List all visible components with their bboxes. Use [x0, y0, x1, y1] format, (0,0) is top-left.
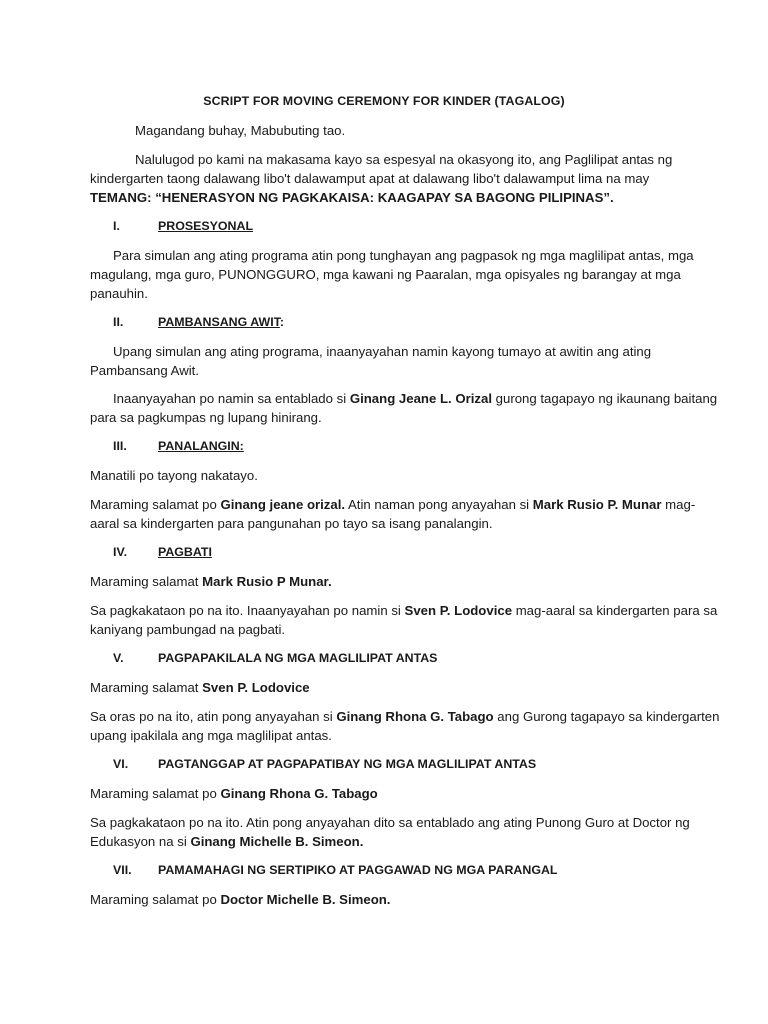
paragraph: [90, 784, 680, 803]
paragraph: panauhin.: [90, 286, 148, 301]
text: mag-aaral sa kindergarten para sa: [512, 603, 718, 618]
person-name: Ginang Rhona G. Tabago: [336, 709, 494, 724]
document-title: SCRIPT FOR MOVING CEREMONY FOR KINDER (TAGALOG): [203, 94, 565, 108]
paragraph: magulang, mga guro, PUNONGGURO, mga kawani ng Paaralan, mga opisyales ng barangay at mga: [90, 267, 681, 282]
paragraph: [90, 601, 718, 620]
paragraph: [90, 495, 696, 514]
text: Sa pagkakataon po na ito. Inaanyayahan po namin si: [90, 603, 405, 618]
person-name: Mark Rusio P. Munar: [532, 497, 662, 512]
paragraph: Upang simulan ang ating programa, inaanyayahan namin kayong tumayo at awitin ang ating: [113, 344, 652, 359]
text: gurong tagapayo ng ikaunang baitang: [492, 391, 718, 406]
section-number: VI.: [113, 757, 129, 771]
section-title: PANALANGIN:: [158, 439, 244, 453]
paragraph: [90, 572, 680, 591]
section-title: PAGPAPAKILALA NG MGA MAGLILIPAT ANTAS: [158, 651, 438, 665]
section-number: IV.: [113, 545, 128, 559]
person-name: Ginang Jeane L. Orizal: [349, 391, 492, 406]
section-heading-6: [113, 755, 536, 774]
section-title: PAMAMAHAGI NG SERTIPIKO AT PAGGAWAD NG MGA PARANGAL: [158, 863, 558, 877]
section-heading-2: [113, 313, 284, 332]
person-name: Sven P. Lodovice: [404, 603, 513, 618]
person-name: Doctor Michelle B. Simeon.: [220, 892, 391, 907]
intro-line-1: Nalulugod po kami na makasama kayo sa espesyal na okasyong ito, ang Paglilipat antas ng: [135, 152, 673, 167]
greeting: Magandang buhay, Mabubuting tao.: [135, 123, 346, 138]
text: Maraming salamat po: [90, 497, 221, 512]
text: mag-: [661, 497, 696, 512]
text: Maraming salamat po: [90, 892, 221, 907]
section-number: V.: [113, 651, 124, 665]
intro-line-2: kindergarten taong dalawang libo't dalawamput apat at dalawang libo't dalawamput lima na may: [90, 171, 650, 186]
paragraph: Para simulan ang ating programa atin pong tunghayan ang pagpasok ng mga maglilipat antas, mga: [113, 248, 694, 263]
section-number: I.: [113, 219, 120, 233]
paragraph: Manatili po tayong nakatayo.: [90, 468, 258, 483]
paragraph: [90, 707, 720, 726]
paragraph: kaniyang pambungad na pagbati.: [90, 622, 286, 637]
section-heading-7: [113, 861, 557, 880]
paragraph: Pambansang Awit.: [90, 363, 199, 378]
person-name: Ginang Rhona G. Tabago: [220, 786, 378, 801]
person-name: Mark Rusio P Munar.: [202, 574, 332, 589]
paragraph: [90, 389, 718, 408]
section-heading-1: [113, 217, 253, 236]
text: Maraming salamat: [90, 574, 203, 589]
section-number: II.: [113, 315, 124, 329]
paragraph: [90, 890, 680, 909]
theme-line: TEMANG: “HENERASYON NG PAGKAKAISA: KAAGAPAY SA BAGONG PILIPINAS”.: [90, 190, 614, 205]
section-number: III.: [113, 439, 127, 453]
paragraph: para sa pagkumpas ng lupang hinirang.: [90, 410, 322, 425]
person-name: Ginang jeane orizal.: [220, 497, 346, 512]
paragraph: [90, 832, 680, 851]
paragraph: [90, 678, 680, 697]
section-title: PAGBATI: [158, 545, 212, 559]
text: ang Gurong tagapayo sa kindergarten: [493, 709, 720, 724]
text: Maraming salamat: [90, 680, 203, 695]
person-name: Sven P. Lodovice: [202, 680, 310, 695]
section-title: PAGTANGGAP AT PAGPAPATIBAY NG MGA MAGLILIPAT ANTAS: [158, 757, 537, 771]
section-title: PAMBANSANG AWIT: [158, 315, 280, 329]
text: Inaanyayahan po namin sa entablado si: [113, 391, 350, 406]
section-heading-3: [113, 437, 244, 456]
paragraph: upang ipakilala ang mga maglilipat antas.: [90, 728, 332, 743]
section-number: VII.: [113, 863, 132, 877]
paragraph: Sa pagkakataon po na ito. Atin pong anyayahan dito sa entablado ang ating Punong Guro at Doctor ng: [90, 815, 690, 830]
section-heading-5: [113, 649, 437, 668]
paragraph: aaral sa kindergarten para pangunahan po tayo sa isang panalangin.: [90, 516, 493, 531]
colon: :: [279, 315, 284, 329]
text: Edukasyon na si: [90, 834, 191, 849]
person-name: Ginang Michelle B. Simeon.: [190, 834, 364, 849]
text: Maraming salamat po: [90, 786, 221, 801]
text: Atin naman pong anyayahan si: [345, 497, 533, 512]
text: Sa oras po na ito, atin pong anyayahan si: [90, 709, 337, 724]
section-title: PROSESYONAL: [158, 219, 254, 233]
section-heading-4: [113, 543, 212, 562]
